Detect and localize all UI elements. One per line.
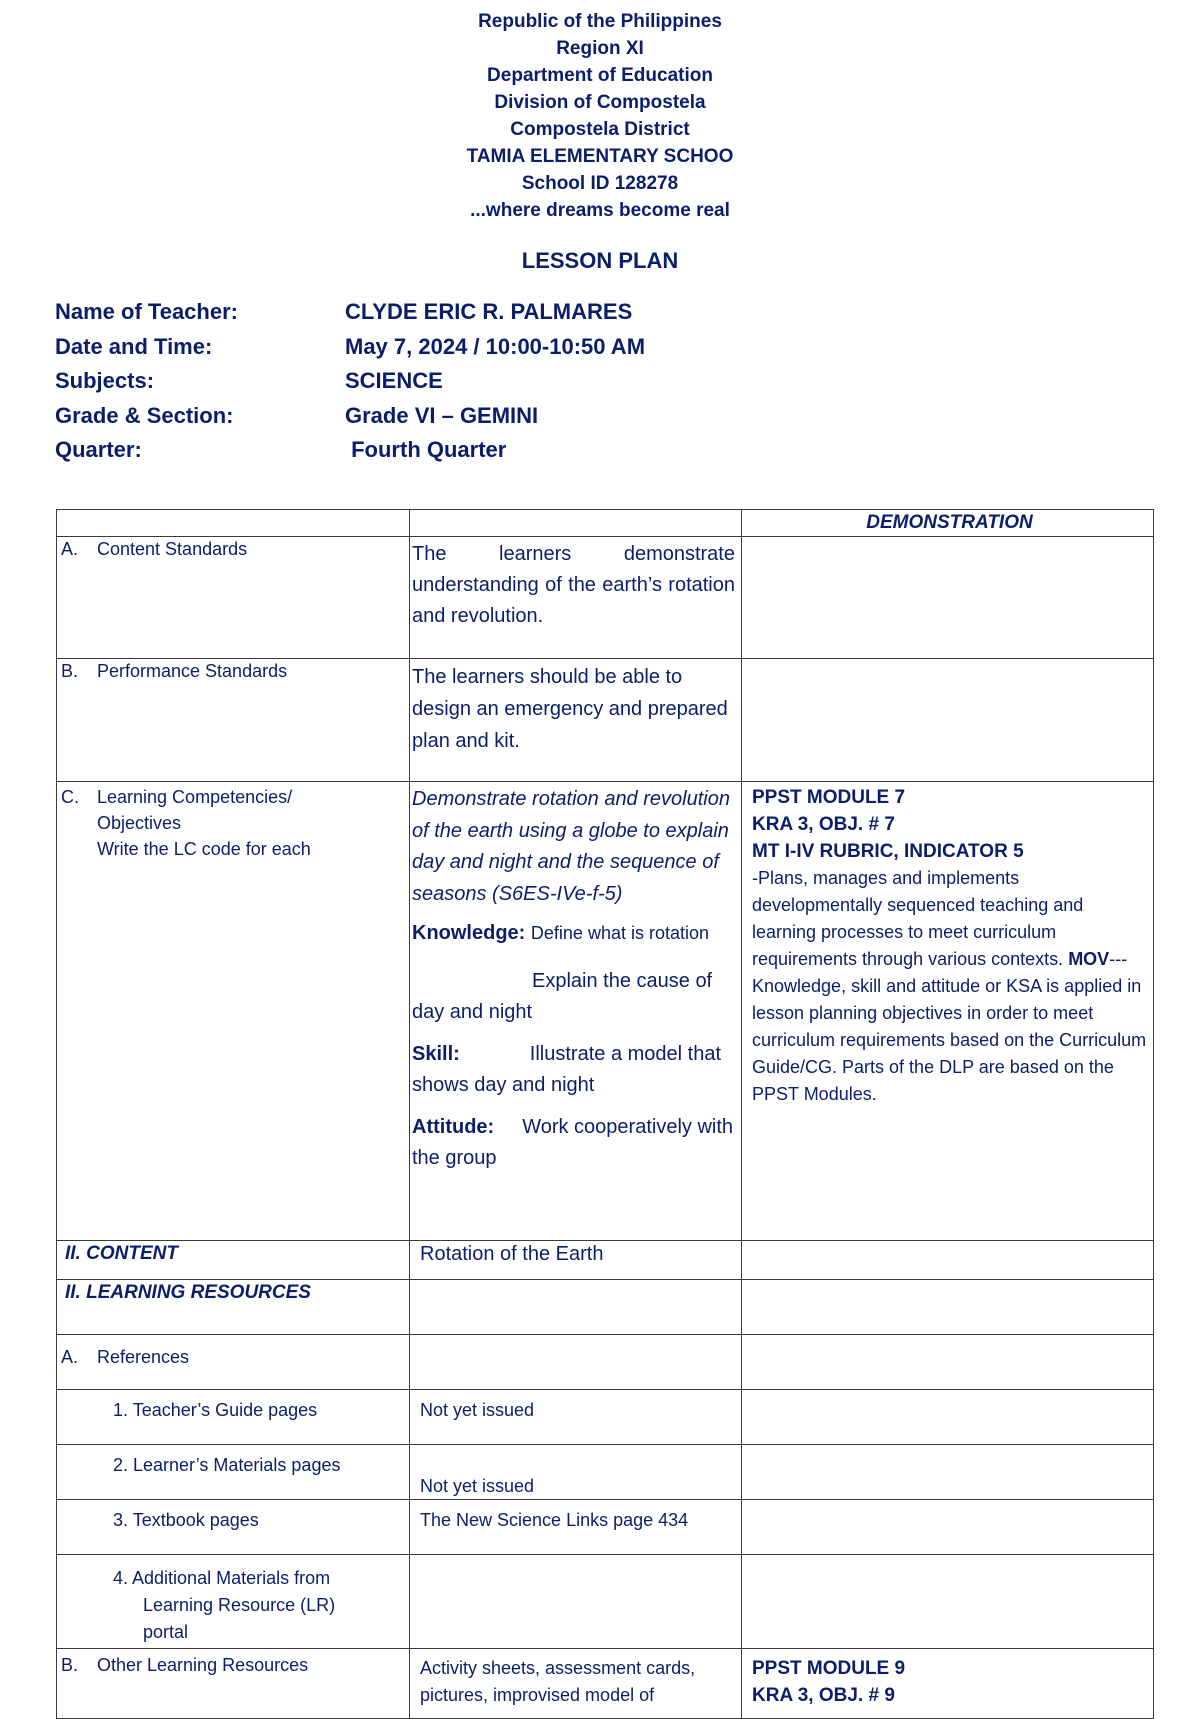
info-row-subject <box>55 368 645 403</box>
attitude-text: Work cooperatively with the group <box>412 1115 734 1169</box>
other-resources-ppst <box>742 1649 1154 1719</box>
mov-text: --- Knowledge, skill and attitude or KSA is applied in lesson planning objectives in order to meet curriculum requirements based on the Curriculum Guide/CG. Parts of the DLP are based on the PPST Modules. <box>752 949 1147 1104</box>
table-row <box>57 1280 1154 1335</box>
list-letter: B. <box>61 1655 79 1675</box>
ppst-module: PPST MODULE 9 <box>752 1658 906 1679</box>
header-line-department: Department of Education <box>487 65 713 86</box>
teachers-guide-text: Not yet issued <box>410 1390 742 1445</box>
row-label: Write the LC code for each <box>97 839 311 859</box>
header-line-motto: ...where dreams become real <box>470 200 730 221</box>
table-cell <box>742 1555 1154 1649</box>
row-label: Learning Competencies/ <box>97 787 293 807</box>
competencies-objectives <box>410 782 742 1241</box>
header-line-school-id: School ID 128278 <box>521 173 679 194</box>
content-text: Rotation of the Earth <box>410 1241 742 1280</box>
row-label: Learning Resource (LR) <box>143 1595 336 1615</box>
table-cell <box>742 1335 1154 1390</box>
table-row <box>57 1335 1154 1390</box>
table-row <box>57 1241 1154 1280</box>
mov-label: MOV <box>1068 949 1110 969</box>
performance-standards-text: The learners should be able to design an emergency and prepared plan and kit. <box>410 659 742 782</box>
teachers-guide-label: 1. Teacher’s Guide pages <box>57 1390 410 1445</box>
content-label: II. CONTENT <box>57 1241 410 1280</box>
header-line-republic: Republic of the Philippines <box>478 11 722 32</box>
ppst-description: -Plans, manages and implements developmentally sequenced teaching and learning processes to meet curriculum requirements through various contexts. MOV--- Knowledge, skill and attitude or KSA is applied in lesson planning objectives in order to meet curriculum requirements based on the Curriculum Guide/CG. Parts of the DLP are based on the PPST Modules. <box>752 868 1147 1104</box>
ppst-kra: KRA 3, OBJ. # 7 <box>752 814 895 835</box>
textbook-text: The New Science Links page 434 <box>410 1500 742 1555</box>
objective-text: Demonstrate rotation and revolution of the earth using a globe to explain day and night and the sequence of seasons (S6ES-IVe-f-5) <box>412 788 730 905</box>
list-letter: C. <box>61 787 79 807</box>
table-row <box>57 1445 1154 1500</box>
table-row <box>57 1500 1154 1555</box>
table-cell <box>742 1241 1154 1280</box>
content-standards-label <box>57 537 410 659</box>
attitude-line <box>412 1112 735 1175</box>
table-row <box>57 1555 1154 1649</box>
table-header-row <box>57 510 1154 537</box>
table-cell <box>410 1280 742 1335</box>
row-label: Objectives <box>97 813 182 833</box>
table-cell <box>57 510 410 537</box>
references-label <box>57 1335 410 1390</box>
table-cell <box>410 1555 742 1649</box>
other-resources-text: Activity sheets, assessment cards, pictures, improvised model of <box>410 1649 742 1719</box>
row-label: Performance Standards <box>97 661 288 681</box>
row-label: 4. Additional Materials from <box>113 1568 331 1588</box>
info-value: Fourth Quarter <box>345 437 507 462</box>
list-letter: B. <box>61 661 79 681</box>
competencies-ppst <box>742 782 1154 1241</box>
table-cell <box>742 1280 1154 1335</box>
learners-materials-label: 2. Learner’s Materials pages <box>57 1445 410 1500</box>
performance-standards-label <box>57 659 410 782</box>
table-row <box>57 782 1154 1241</box>
info-value: SCIENCE <box>345 368 443 393</box>
table-row <box>57 659 1154 782</box>
header-line-district: Compostela District <box>510 119 690 140</box>
table-cell <box>742 1500 1154 1555</box>
row-label: Content Standards <box>97 539 248 559</box>
header-line-school: TAMIA ELEMENTARY SCHOO <box>466 146 734 167</box>
school-header <box>0 8 1200 224</box>
info-label: Grade & Section: <box>55 402 234 428</box>
skill-line <box>412 1039 735 1102</box>
ppst-module: PPST MODULE 7 <box>752 787 906 808</box>
list-letter: A. <box>61 1347 79 1367</box>
row-label: portal <box>143 1622 189 1642</box>
info-value: May 7, 2024 / 10:00-10:50 AM <box>345 333 646 359</box>
info-label: Name of Teacher: <box>55 299 238 324</box>
table-cell <box>410 1335 742 1390</box>
knowledge-text: Define what is rotation <box>530 923 709 943</box>
knowledge-line <box>412 918 735 950</box>
table-row <box>57 537 1154 659</box>
table-cell <box>410 510 742 537</box>
info-row-grade <box>55 403 645 438</box>
table-cell <box>742 1390 1154 1445</box>
attitude-label: Attitude: <box>412 1115 495 1138</box>
lesson-plan-table <box>56 509 1154 1719</box>
learners-materials-text: Not yet issued <box>410 1445 742 1500</box>
knowledge-text-2: Explain the cause of day and night <box>412 969 713 1023</box>
header-line-division: Division of Compostela <box>494 92 706 113</box>
table-row <box>57 1649 1154 1719</box>
row-label: Other Learning Resources <box>97 1655 309 1675</box>
teacher-info <box>55 299 645 472</box>
list-letter: A. <box>61 539 79 559</box>
other-resources-label <box>57 1649 410 1719</box>
skill-text: Illustrate a model that shows day and night <box>412 1042 722 1096</box>
table-cell <box>742 1445 1154 1500</box>
info-row-date <box>55 334 645 369</box>
textbook-label: 3. Textbook pages <box>57 1500 410 1555</box>
row-label: References <box>97 1347 190 1367</box>
competencies-label <box>57 782 410 1241</box>
learning-resources-label: II. LEARNING RESOURCES <box>57 1280 410 1335</box>
info-value: CLYDE ERIC R. PALMARES <box>345 299 633 324</box>
info-label: Quarter: <box>55 437 142 462</box>
page-title: LESSON PLAN <box>521 248 679 273</box>
info-label: Subjects: <box>55 368 155 393</box>
header-line-region: Region XI <box>556 38 644 59</box>
ppst-rubric: MT I-IV RUBRIC, INDICATOR 5 <box>752 841 1024 862</box>
table-cell <box>742 537 1154 659</box>
table-cell <box>742 659 1154 782</box>
info-row-quarter <box>55 437 645 472</box>
content-standards-text: The learners demonstrate understanding of the earth’s rotation and revolution. <box>410 537 742 659</box>
info-row-teacher <box>55 299 645 334</box>
demonstration-header: DEMONSTRATION <box>742 510 1154 537</box>
info-value: Grade VI – GEMINI <box>345 402 539 428</box>
ppst-kra: KRA 3, OBJ. # 9 <box>752 1685 895 1706</box>
additional-materials-label <box>57 1555 410 1649</box>
info-label: Date and Time: <box>55 333 213 359</box>
skill-label: Skill: <box>412 1042 460 1065</box>
knowledge-label: Knowledge: <box>412 922 526 944</box>
table-row <box>57 1390 1154 1445</box>
